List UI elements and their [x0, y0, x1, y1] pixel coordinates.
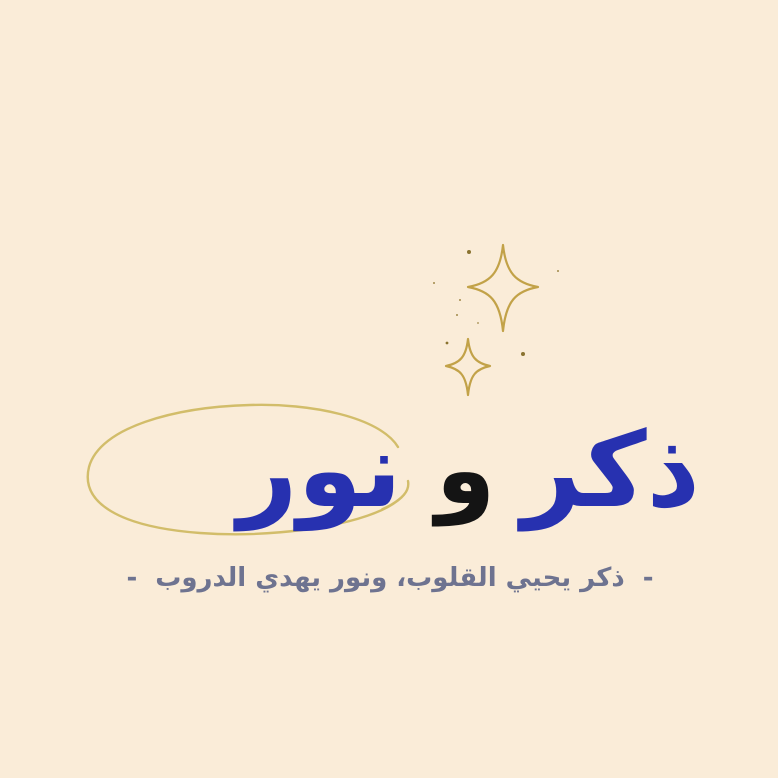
star-dot	[521, 352, 525, 356]
title-word-dhikr: ذكر	[521, 409, 700, 531]
star-dot	[446, 342, 449, 345]
star-dot	[459, 299, 461, 301]
page-title	[140, 395, 700, 545]
star-dot	[433, 282, 435, 284]
star-dot	[467, 250, 471, 254]
tagline-text: ذكر يحيي القلوب، ونور يهدي الدروب	[155, 563, 625, 593]
sparkle-stars-icon	[420, 235, 580, 410]
title-conjunction: و	[435, 414, 496, 526]
small-star	[446, 339, 490, 395]
large-star	[468, 245, 538, 331]
tagline-dash-left: -	[126, 563, 138, 593]
tagline-dash-right: -	[642, 563, 654, 593]
star-dot	[477, 322, 479, 324]
tagline	[70, 556, 710, 600]
star-dot	[557, 270, 559, 272]
title-word-noor: نور	[237, 409, 402, 531]
star-dot	[456, 314, 458, 316]
